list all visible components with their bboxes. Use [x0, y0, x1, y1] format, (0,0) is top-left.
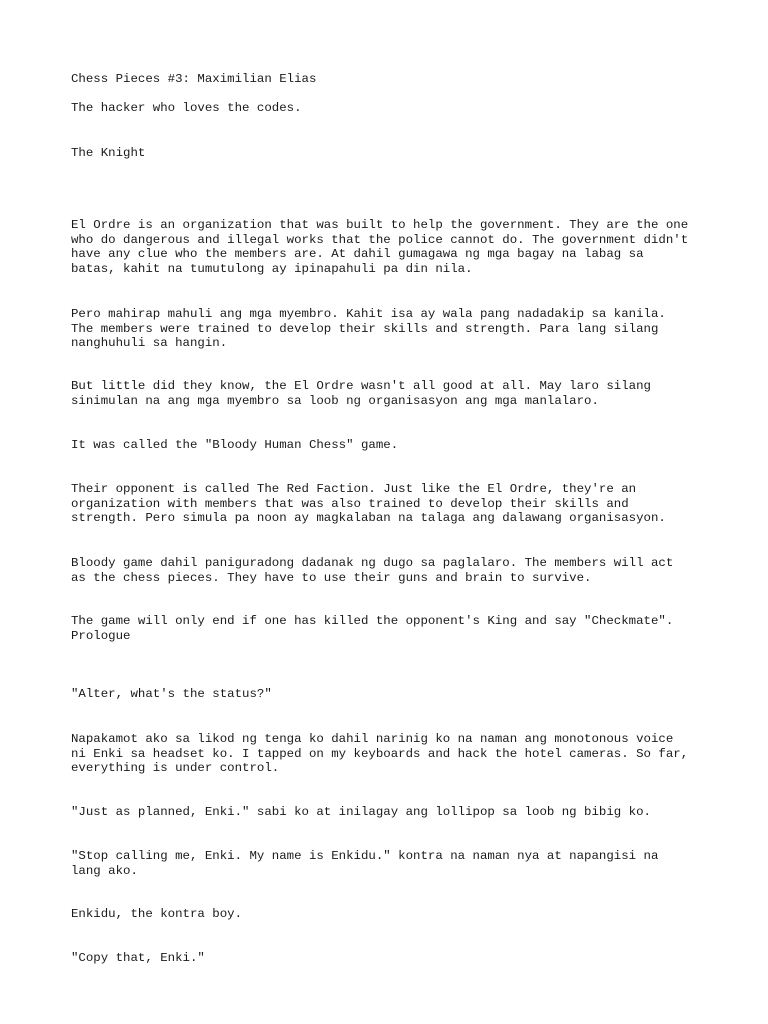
paragraph-kontra-boy: Enkidu, the kontra boy. [71, 907, 243, 922]
paragraph-little-did-they-know: But little did they know, the El Ordre wasn't all good at all. May laro silang sinimulan na ang mga myembro sa loob ng organisasyon ang mga manlalaro. [71, 379, 651, 408]
paragraph-bloody-human-chess: It was called the "Bloody Human Chess" game. [71, 438, 399, 453]
section-heading-prologue: Prologue [71, 629, 131, 643]
paragraph-copy-that: "Copy that, Enki." [71, 951, 205, 966]
document-title: Chess Pieces #3: Maximilian Elias [71, 72, 317, 86]
paragraph-just-as-planned: "Just as planned, Enki." sabi ko at inilagay ang lollipop sa loob ng bibig ko. [71, 805, 651, 820]
paragraph-napakamot: Napakamot ako sa likod ng tenga ko dahil narinig ko na naman ang monotonous voice ni Enki sa headset ko. I tapped on my keyboards and hack the hotel cameras. So far, everything is under control. [71, 732, 689, 776]
paragraph-members: Pero mahirap mahuli ang mga myembro. Kahit isa ay wala pang nadadakip sa kanila. The members were trained to develop their skills and strength. Para lang silang nanghuhuli sa hangin. [71, 307, 666, 351]
document-subtitle: The hacker who loves the codes. [71, 101, 302, 115]
section-heading-the-knight: The Knight [71, 146, 146, 160]
paragraph-stop-calling-me: "Stop calling me, Enki. My name is Enkidu." kontra na naman nya at napangisi na lang ako. [71, 849, 659, 878]
paragraph-alter-status: "Alter, what's the status?" [71, 687, 272, 702]
paragraph-red-faction: Their opponent is called The Red Faction. Just like the El Ordre, they're an organization with members that was also trained to develop their skills and strength. Pero simula pa noon ay magkalaban na talaga ang dalawang organisasyon. [71, 482, 666, 526]
paragraph-el-ordre-intro: El Ordre is an organization that was built to help the government. They are the one who do dangerous and illegal works that the police cannot do. The government didn't have any clue who the members are. At dahil gumagawa ng mga bagay na labag sa batas, kahit na tumutulong ay ipinapahuli pa din nila. [71, 218, 689, 276]
paragraph-checkmate: The game will only end if one has killed the opponent's King and say "Checkmate". [71, 614, 674, 629]
paragraph-bloody-game: Bloody game dahil paniguradong dadanak ng dugo sa paglalaro. The members will act as the chess pieces. They have to use their guns and brain to survive. [71, 556, 674, 585]
